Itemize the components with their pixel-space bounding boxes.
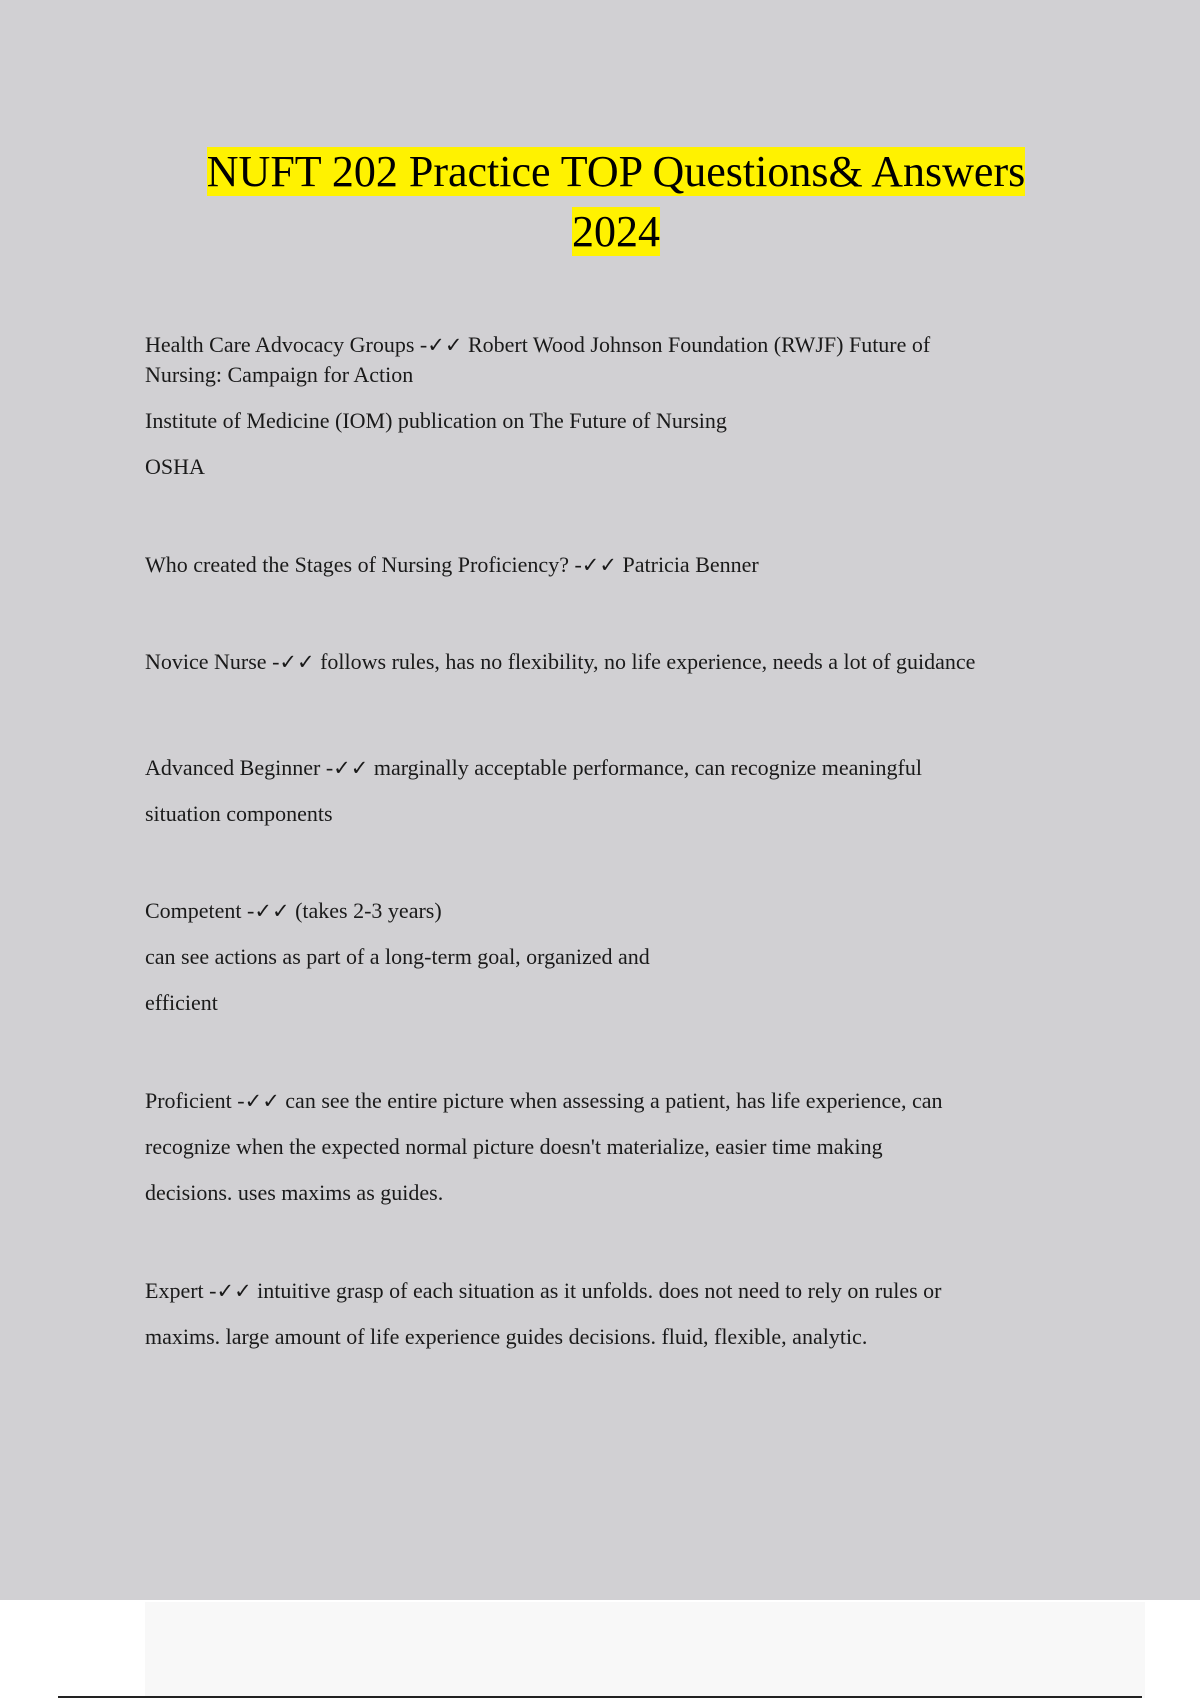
entry-answer: efficient [145,990,218,1015]
entry-line [145,330,1085,360]
qa-entry-novice [145,647,1085,677]
entry-answer: maxims. large amount of life experience guides decisions. fluid, flexible, analytic. [145,1324,868,1349]
qa-entry-competent [145,888,1085,1026]
entry-term: Proficient - [145,1088,245,1113]
entry-answer: can see actions as part of a long-term goal, organized and [145,944,650,969]
check-icon: ✓✓ [333,756,369,780]
check-icon: ✓✓ [279,650,315,674]
footer-band [145,1602,1145,1698]
entry-line [145,1078,1085,1124]
entry-answer: (takes 2-3 years) [289,898,442,923]
entry-line [145,647,1085,677]
entry-answer: situation components [145,801,333,826]
qa-entry-expert [145,1268,1085,1360]
qa-entry-proficient [145,1078,1085,1216]
check-icon: ✓✓ [254,899,290,923]
entry-term: Expert - [145,1278,217,1303]
entry-answer: Patricia Benner [617,552,759,577]
entry-term: Advanced Beginner - [145,755,334,780]
footer-divider [58,1696,1142,1698]
entry-term: Competent - [145,898,255,923]
qa-entry-benner [145,550,1085,580]
qa-entry-advocacy-groups [145,330,1085,482]
entry-line [145,888,1085,934]
check-icon: ✓✓ [244,1089,280,1113]
entry-answer: marginally acceptable performance, can recognize meaningful [368,755,922,780]
entry-answer: decisions. uses maxims as guides. [145,1180,444,1205]
page-title [0,142,1200,262]
entry-answer: Nursing: Campaign for Action [145,362,414,387]
entry-answer: intuitive grasp of each situation as it unfolds. does not need to rely on rules or [251,1278,942,1303]
entry-answer: OSHA [145,454,205,479]
entry-answer: Institute of Medicine (IOM) publication on The Future of Nursing [145,408,727,433]
check-icon: ✓✓ [427,333,463,357]
entry-line [145,550,1085,580]
check-icon: ✓✓ [216,1279,252,1303]
entry-answer: follows rules, has no flexibility, no life experience, needs a lot of guidance [314,649,976,674]
title-line-1: NUFT 202 Practice TOP Questions& Answers [206,147,1026,196]
entry-term: Health Care Advocacy Groups - [145,332,428,357]
entry-term: Novice Nurse - [145,649,280,674]
entry-line [145,745,1085,791]
entry-answer: can see the entire picture when assessing a patient, has life experience, can [279,1088,943,1113]
entry-answer: Robert Wood Johnson Foundation (RWJF) Future of [462,332,931,357]
check-icon: ✓✓ [581,553,617,577]
title-line-2: 2024 [572,207,660,256]
entry-term: Who created the Stages of Nursing Proficiency? - [145,552,582,577]
qa-entry-advanced-beginner [145,745,1085,837]
entry-answer: recognize when the expected normal picture doesn't materialize, easier time making [145,1134,883,1159]
entry-line [145,1268,1085,1314]
